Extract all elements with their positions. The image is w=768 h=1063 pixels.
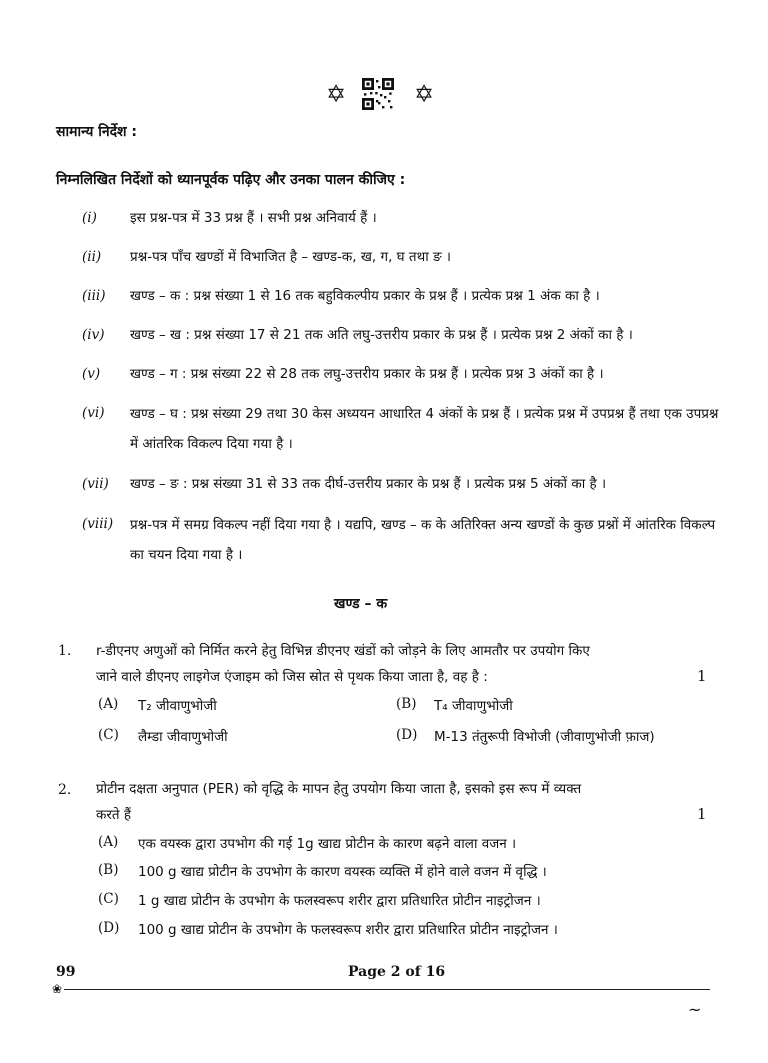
option-text: M-13 तंतुरूपी विभोजी (जीवाणुभोजी फ़ाज): [434, 729, 655, 745]
star-of-david-right-icon: ✡: [414, 80, 435, 108]
instruction-number: (iii): [82, 288, 106, 304]
marks-value: 1: [697, 805, 707, 823]
option-letter: (A): [98, 834, 119, 850]
instruction-text: खण्ड – घ : प्रश्न संख्या 29 तथा 30 केस अध्ययन आधारित 4 अंकों के प्रश्न हैं । प्रत्येक प्रश्न में उपप्रश्न हैं तथा एक उपप्रश्न में आंतरिक विकल्प दिया गया है ।: [130, 406, 719, 452]
instruction-text: खण्ड – ख : प्रश्न संख्या 17 से 21 तक अति लघु-उत्तरीय प्रकार के प्रश्न हैं । प्रत्येक प्रश्न 2 अंकों का है ।: [130, 327, 633, 343]
flower-ornament-icon: ❀: [52, 982, 63, 996]
instructions-lead: निम्नलिखित निर्देशों को ध्यानपूर्वक पढ़िए और उनका पालन कीजिए :: [56, 172, 406, 188]
instruction-text: प्रश्न-पत्र में समग्र विकल्प नहीं दिया गया है । यद्यपि, खण्ड – क के अतिरिक्त अन्य खण्डों के कुछ प्रश्नों में आंतरिक विकल्प का चयन दिया गया है ।: [130, 517, 716, 563]
option-letter: (C): [98, 727, 119, 743]
section-title: खण्ड – क: [334, 596, 388, 612]
question-text-line: जाने वाले डीएनए लाइगेज एंजाइम को जिस स्रोत से पृथक किया जाता है, वह है :: [96, 669, 488, 685]
option-letter: (B): [98, 862, 119, 878]
question-text-line: करते हैं: [96, 807, 132, 823]
instruction-number: (v): [82, 366, 101, 382]
marks-value: 1: [697, 667, 707, 685]
instruction-number: (viii): [82, 516, 114, 532]
option-letter: (B): [396, 696, 417, 712]
option-text: 100 g खाद्य प्रोटीन के उपभोग के फलस्वरूप शरीर द्वारा प्रतिधारित प्रोटीन नाइट्रोजन ।: [138, 922, 558, 938]
option-text: T₂ जीवाणुभोजी: [138, 698, 217, 714]
instruction-text: खण्ड – क : प्रश्न संख्या 1 से 16 तक बहुविकल्पीय प्रकार के प्रश्न हैं । प्रत्येक प्रश्न 1 अंक का है ।: [130, 288, 600, 304]
question-number: 1.: [58, 643, 72, 659]
option-letter: (A): [98, 696, 119, 712]
instruction-text: खण्ड – ङ : प्रश्न संख्या 31 से 33 तक दीर्घ-उत्तरीय प्रकार के प्रश्न हैं । प्रत्येक प्रश्न 5 अंकों का है ।: [130, 476, 607, 492]
instruction-text: इस प्रश्न-पत्र में 33 प्रश्न हैं । सभी प्रश्न अनिवार्य हैं ।: [130, 210, 377, 226]
footer-divider: [64, 989, 710, 990]
qr-code-icon: [362, 78, 394, 110]
instruction-text: खण्ड – ग : प्रश्न संख्या 22 से 28 तक लघु-उत्तरीय प्रकार के प्रश्न हैं । प्रत्येक प्रश्न 3 अंकों का है ।: [130, 366, 604, 382]
instruction-number: (i): [82, 210, 97, 226]
option-text: T₄ जीवाणुभोजी: [434, 698, 513, 714]
question-text-line: प्रोटीन दक्षता अनुपात (PER) को वृद्धि के मापन हेतु उपयोग किया जाता है, इसको इस रूप में व्यक्त: [96, 781, 582, 797]
instruction-text: प्रश्न-पत्र पाँच खण्डों में विभाजित है – खण्ड-क, ख, ग, घ तथा ङ ।: [130, 249, 452, 265]
option-text: 1 g खाद्य प्रोटीन के उपभोग के फलस्वरूप शरीर द्वारा प्रतिधारित प्रोटीन नाइट्रोजन ।: [138, 893, 541, 909]
page-number: Page 2 of 16: [348, 964, 446, 980]
instruction-number: (iv): [82, 327, 105, 343]
star-of-david-left-icon: ✡: [326, 80, 347, 108]
question-number: 2.: [58, 782, 72, 798]
option-letter: (D): [98, 920, 120, 936]
option-text: एक वयस्क द्वारा उपभोग की गई 1g खाद्य प्रोटीन के कारण बढ़ने वाला वजन ।: [138, 836, 517, 852]
instruction-number: (vi): [82, 405, 105, 421]
option-text: 100 g खाद्य प्रोटीन के उपभोग के कारण वयस्क व्यक्ति में होने वाले वजन में वृद्धि ।: [138, 864, 547, 880]
option-text: लैम्डा जीवाणुभोजी: [138, 729, 228, 745]
general-instructions-title: सामान्य निर्देश :: [56, 124, 138, 140]
tilde-mark: ~: [688, 1000, 702, 1019]
instruction-number: (ii): [82, 249, 102, 265]
question-paper-code: 99: [56, 964, 76, 980]
option-letter: (C): [98, 891, 119, 907]
question-text-line: r-डीएनए अणुओं को निर्मित करने हेतु विभिन्न डीएनए खंडों को जोड़ने के लिए आमतौर पर उपयोग किए: [96, 643, 590, 659]
instruction-number: (vii): [82, 476, 109, 492]
option-letter: (D): [396, 727, 418, 743]
